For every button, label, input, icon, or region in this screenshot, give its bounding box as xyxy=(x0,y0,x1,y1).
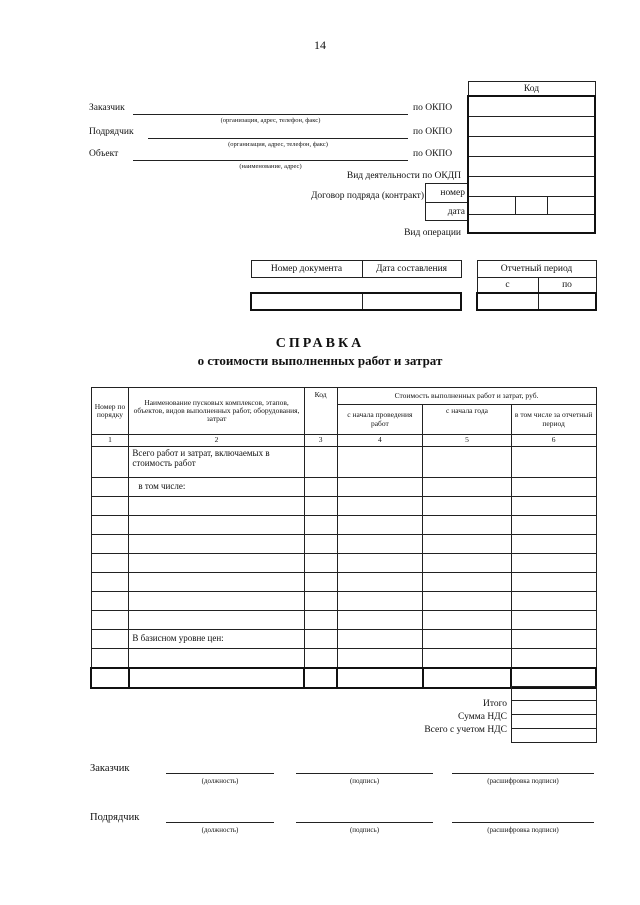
object-input-line[interactable] xyxy=(133,160,408,161)
contract-date-label: дата xyxy=(447,207,465,217)
customer-okpo-label: по ОКПО xyxy=(413,103,453,113)
doc-date-cell[interactable] xyxy=(362,293,461,310)
customer-hint: (организация, адрес, телефон, факс) xyxy=(220,117,321,124)
object-label: Объект xyxy=(89,149,119,159)
contract-subbox-divider xyxy=(425,202,467,203)
contractor-signature-hint: (подпись) xyxy=(349,826,380,834)
table-row xyxy=(91,592,596,611)
cost-header: Стоимость выполненных работ и затрат, руб. xyxy=(337,388,596,405)
document-subtitle: о стоимости выполненных работ и затрат xyxy=(197,353,443,368)
contractor-position-line[interactable] xyxy=(166,822,274,823)
code-cell-date-1[interactable] xyxy=(468,197,516,215)
table-row xyxy=(91,554,596,573)
col-number: 2 xyxy=(129,435,304,447)
document-table xyxy=(250,260,462,311)
customer-signature-line[interactable] xyxy=(296,773,433,774)
contractor-label: Подрядчик xyxy=(89,127,134,137)
totals-table xyxy=(511,686,597,743)
col-number: 5 xyxy=(423,435,512,447)
vat-label: Сумма НДС xyxy=(458,712,507,722)
table-row xyxy=(91,573,596,592)
customer-signature-hint: (подпись) xyxy=(349,777,380,785)
report-table xyxy=(90,387,597,689)
col-number: 1 xyxy=(91,435,129,447)
contractor-okpo-label: по ОКПО xyxy=(413,127,453,137)
contract-number-label: номер xyxy=(440,188,465,198)
doc-date-header: Дата составления xyxy=(362,261,461,278)
col-header-year: с начала года xyxy=(423,405,512,435)
col-number: 4 xyxy=(337,435,423,447)
code-cell-customer[interactable] xyxy=(468,96,595,117)
contractor-input-line[interactable] xyxy=(148,138,408,139)
codes-table xyxy=(467,81,596,234)
code-cell-okdp[interactable] xyxy=(468,157,595,177)
object-okpo-label: по ОКПО xyxy=(413,149,453,159)
code-cell-operation[interactable] xyxy=(468,215,595,234)
table-row-including xyxy=(91,478,596,497)
customer-decoding-hint: (расшифровка подписи) xyxy=(487,777,559,785)
contract-label: Договор подряда (контракт) xyxy=(310,191,424,201)
customer-position-line[interactable] xyxy=(166,773,274,774)
code-cell-date-2[interactable] xyxy=(516,197,548,215)
table-row xyxy=(91,611,596,630)
code-cell-object[interactable] xyxy=(468,137,595,157)
code-cell-date-3[interactable] xyxy=(547,197,595,215)
period-from-label: с xyxy=(477,278,538,294)
col-number: 3 xyxy=(304,435,337,447)
contractor-decoding-line[interactable] xyxy=(452,822,594,823)
col-header-num: Номер по порядку xyxy=(91,388,129,435)
col-header-name: Наименование пусковых комплексов, этапов, объектов, видов выполненных работ, оборудования, затрат xyxy=(129,388,304,435)
customer-decoding-line[interactable] xyxy=(452,773,594,774)
customer-label: Заказчик xyxy=(89,103,125,113)
customer-position-hint: (должность) xyxy=(201,777,239,785)
period-to-cell[interactable] xyxy=(538,293,596,310)
total-with-vat-value-cell[interactable] xyxy=(512,729,597,743)
doc-number-cell[interactable] xyxy=(251,293,362,310)
table-row xyxy=(91,516,596,535)
operation-label: Вид операции xyxy=(404,228,461,238)
doc-number-header: Номер документа xyxy=(251,261,362,278)
contractor-position-hint: (должность) xyxy=(201,826,239,834)
total-value-cell[interactable] xyxy=(512,701,597,715)
customer-input-line[interactable] xyxy=(133,114,408,115)
vat-value-cell[interactable] xyxy=(512,715,597,729)
activity-label: Вид деятельности по ОКДП xyxy=(346,171,461,181)
table-row xyxy=(91,649,596,669)
contractor-hint: (организация, адрес, телефон, факс) xyxy=(228,141,328,148)
col-header-period: в том числе за отчетный период xyxy=(511,405,596,435)
code-cell-contractor[interactable] xyxy=(468,117,595,137)
codes-header: Код xyxy=(468,82,595,97)
object-hint: (наименование, адрес) xyxy=(239,163,302,170)
page-number: 14 xyxy=(314,38,326,52)
row-base-label: В базисном уровне цен: xyxy=(129,630,304,649)
table-row xyxy=(91,497,596,516)
contractor-decoding-hint: (расшифровка подписи) xyxy=(487,826,559,834)
total-with-vat-label: Всего с учетом НДС xyxy=(424,725,507,735)
table-row xyxy=(91,535,596,554)
period-table xyxy=(476,260,597,311)
document-title: СПРАВКА xyxy=(275,336,365,351)
table-row-final xyxy=(91,668,596,688)
col-header-start: с начала проведения работ xyxy=(337,405,423,435)
period-from-cell[interactable] xyxy=(477,293,538,310)
table-row-total xyxy=(91,447,596,478)
table-row-base xyxy=(91,630,596,649)
signature-customer-label: Заказчик xyxy=(90,763,130,774)
contractor-signature-line[interactable] xyxy=(296,822,433,823)
total-label: Итого xyxy=(482,699,507,709)
period-header: Отчетный период xyxy=(477,261,596,278)
col-header-code: Код xyxy=(304,388,337,435)
signature-contractor-label: Подрядчик xyxy=(90,812,140,823)
totals-spacer-cell xyxy=(512,687,597,701)
period-to-label: по xyxy=(538,278,596,294)
code-cell-contract-number[interactable] xyxy=(468,177,595,197)
row-total-label: Всего работ и затрат, включаемых в стоимость работ xyxy=(129,447,304,478)
row-including-label: в том числе: xyxy=(129,478,304,497)
col-number: 6 xyxy=(511,435,596,447)
